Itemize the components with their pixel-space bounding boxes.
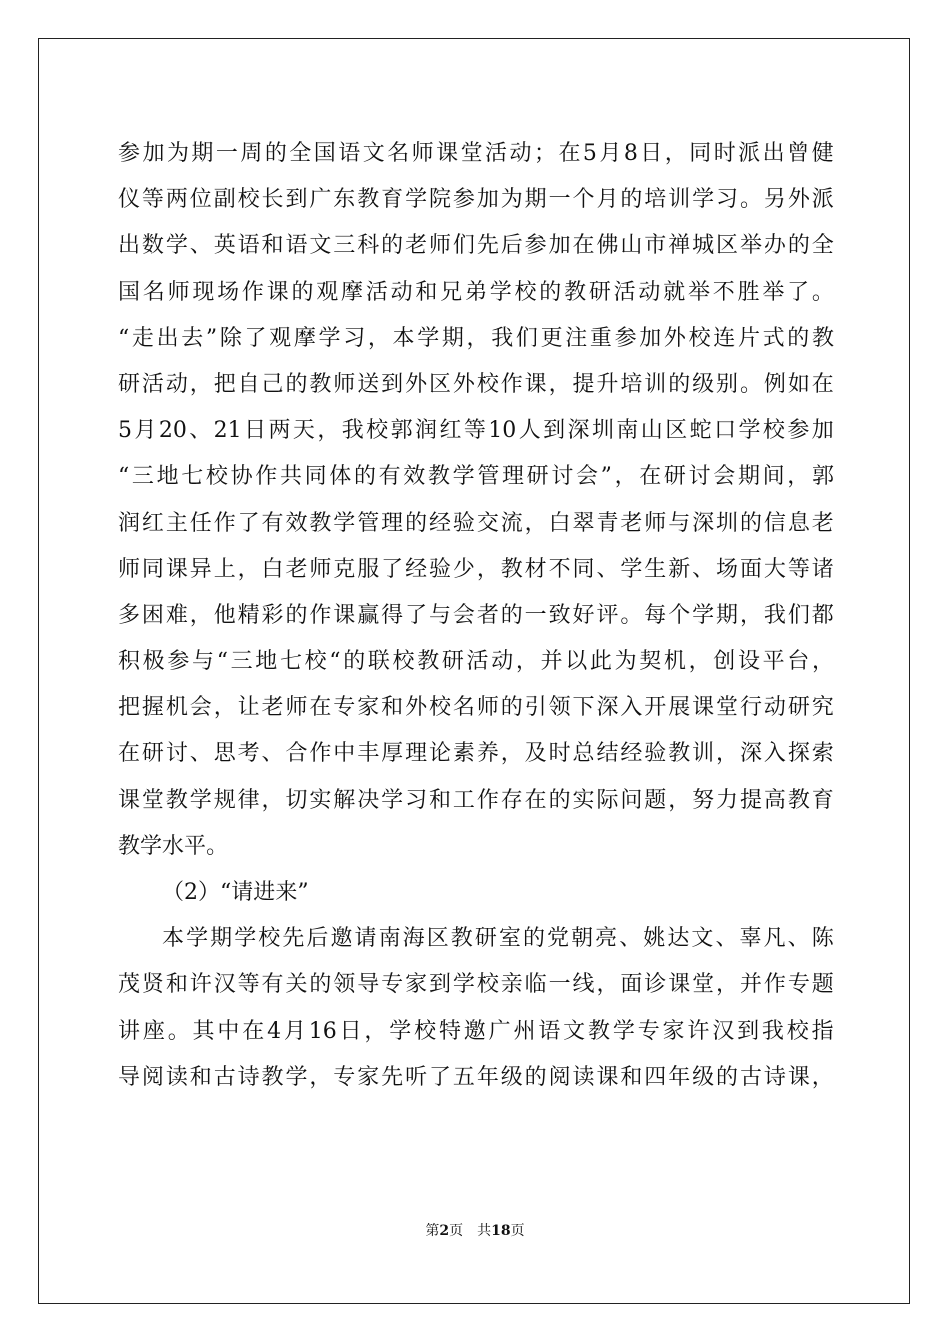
text-line: 师 同 课 异 上 ， 白 老 师 克 服 了 经 验 少 ， 教 材 不 同 、 学 生 新 、 场 面 大 等 诸 bbox=[118, 556, 834, 582]
text-line: 积 极 参 与 “ 三 地 七 校 “ 的 联 校 教 研 活 动 ， 并 以 此 为 契 机 ， 创 设 平 台 ， bbox=[118, 649, 834, 675]
total-suffix: 页 bbox=[510, 1223, 525, 1239]
text-line: 在 研 讨 、 思 考 、 合 作 中 丰 厚 理 论 素 养 ， 及 时 总 结 经 验 教 训 ， 深 入 探 索 bbox=[118, 741, 834, 767]
page-current: 2 bbox=[439, 1223, 450, 1239]
text-line: 参 加 为 期 一 周 的 全 国 语 文 名 师 课 堂 活 动 ； 在 5 月 8 日 ， 同 时 派 出 曾 健 bbox=[118, 141, 834, 166]
text-line: “ 三 地 七 校 协 作 共 同 体 的 有 效 教 学 管 理 研 讨 会 ” ， 在 研 讨 会 期 间 ， 郭 bbox=[118, 464, 834, 490]
text-line: 5 月 20 、 21 日 两 天 ， 我 校 郭 润 红 等 10 人 到 深 圳 南 山 区 蛇 口 学 校 参 加 bbox=[118, 418, 834, 444]
text-line: 把 握 机 会 ， 让 老 师 在 专 家 和 外 校 名 师 的 引 领 下 深 入 开 展 课 堂 行 动 研 究 bbox=[118, 695, 834, 721]
text-line: 课 堂 教 学 规 律 ， 切 实 解 决 学 习 和 工 作 存 在 的 实 际 问 题 ， 努 力 提 高 教 育 bbox=[118, 787, 834, 813]
page-prefix: 第 bbox=[425, 1223, 440, 1239]
text-line: 茂 贤 和 许 汉 等 有 关 的 领 导 专 家 到 学 校 亲 临 一 线 ， 面 诊 课 堂 ， 并 作 专 题 bbox=[118, 972, 834, 998]
text-line: 讲 座 。 其 中 在 4 月 16 日 ， 学 校 特 邀 广 州 语 文 教 学 专 家 许 汉 到 我 校 指 bbox=[118, 1018, 834, 1044]
section-heading: （ 2 ） “ 请 进 来 ” bbox=[162, 880, 309, 905]
text-line: 仪 等 两 位 副 校 长 到 广 东 教 育 学 院 参 加 为 期 一 个 月 的 培 训 学 习 。 另 外 派 bbox=[118, 187, 834, 213]
text-line: 多 困 难 ， 他 精 彩 的 作 课 赢 得 了 与 会 者 的 一 致 好 评 。 每 个 学 期 ， 我 们 都 bbox=[118, 602, 834, 628]
page-mid: 页 bbox=[449, 1223, 464, 1239]
page-total: 18 bbox=[491, 1223, 511, 1239]
document-body bbox=[118, 131, 834, 1101]
text-line: 本 学 期 学 校 先 后 邀 请 南 海 区 教 研 室 的 党 朝 亮 、 姚 达 文 、 辜 凡 、 陈 bbox=[162, 926, 834, 952]
text-line: 研 活 动 ， 把 自 己 的 教 师 送 到 外 区 外 校 作 课 ， 提 升 培 训 的 级 别 。 例 如 在 bbox=[118, 371, 834, 397]
text-line: 教 学 水 平 。 bbox=[118, 833, 229, 859]
text-line: “ 走 出 去 ” 除 了 观 摩 学 习 ， 本 学 期 ， 我 们 更 注 重 参 加 外 校 连 片 式 的 教 bbox=[118, 325, 834, 351]
text-line: 国 名 师 现 场 作 课 的 观 摩 活 动 和 兄 弟 学 校 的 教 研 活 动 就 举 不 胜 举 了 。 bbox=[118, 279, 834, 305]
page-footer bbox=[0, 1220, 950, 1240]
text-line: 润 红 主 任 作 了 有 效 教 学 管 理 的 经 验 交 流 ， 白 翠 青 老 师 与 深 圳 的 信 息 老 bbox=[118, 510, 834, 536]
text-line: 导 阅 读 和 古 诗 教 学 ， 专 家 先 听 了 五 年 级 的 阅 读 课 和 四 年 级 的 古 诗 课 ， bbox=[118, 1064, 834, 1090]
text-line: 出 数 学 、 英 语 和 语 文 三 科 的 老 师 们 先 后 参 加 在 佛 山 市 禅 城 区 举 办 的 全 bbox=[118, 233, 834, 259]
total-prefix: 共 bbox=[477, 1223, 492, 1239]
